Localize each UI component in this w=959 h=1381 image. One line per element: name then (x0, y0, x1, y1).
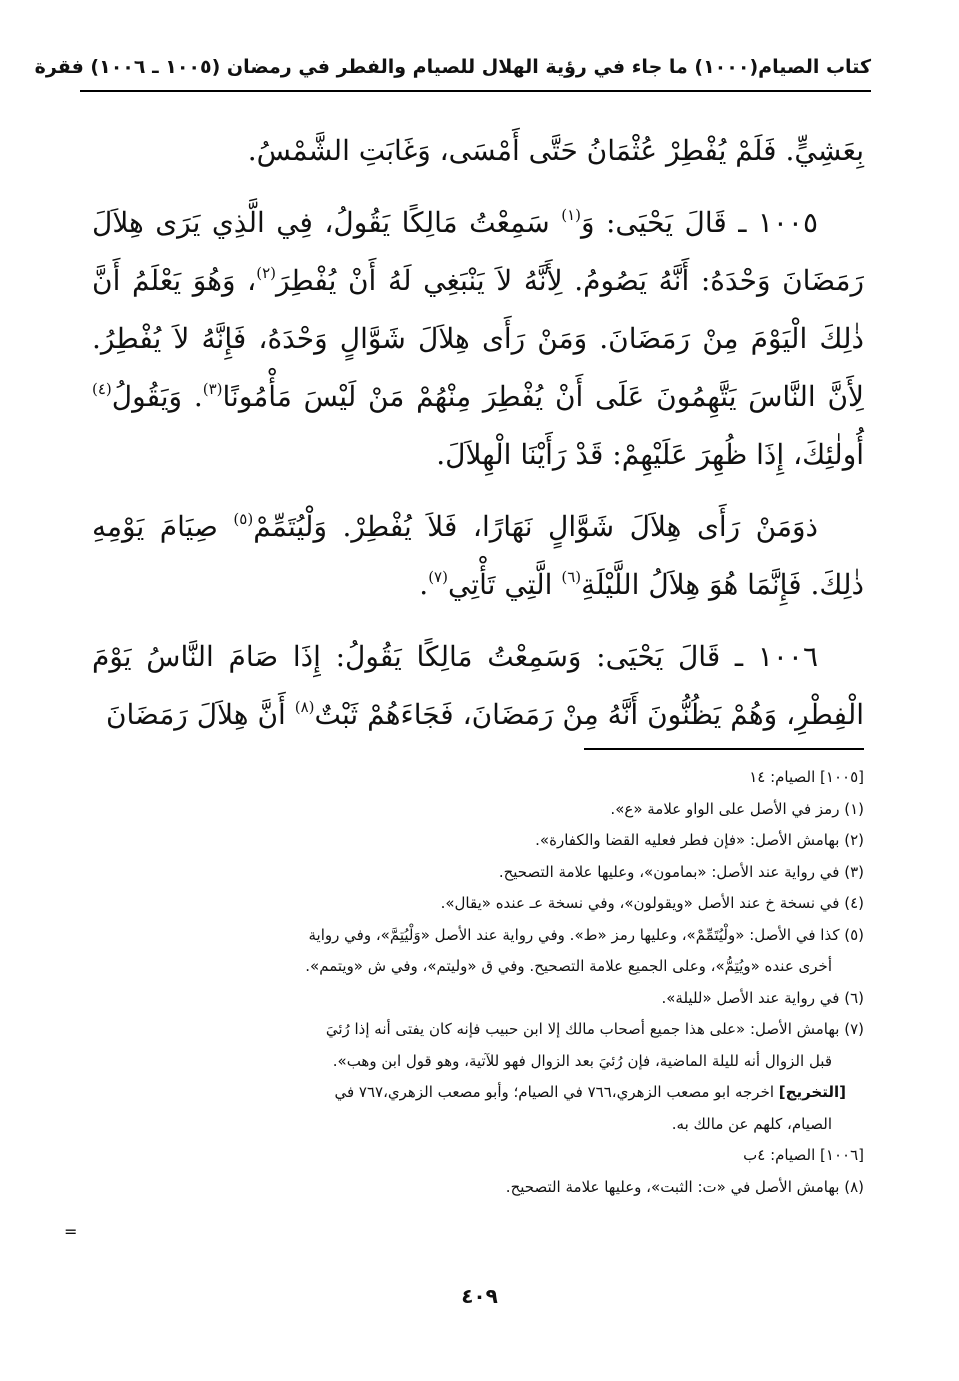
footnote-2: (٢) بهامش الأصل: «فإن فطر فعليه القضا والكفارة». (535, 831, 864, 849)
footnote-1: (١) رمز في الأصل على الواو علامة «ع». (610, 799, 864, 818)
text-run: ذوَمَنْ رَأَى هِلاَلَ شَوَّالٍ نَهَارًا، فَلاَ يُفْطِرْ. وَلْيُتَمِّمْ (253, 510, 818, 543)
footnote-7: (٧) بهامش الأصل: «على هذا جميع أصحاب مالك إلا ابن حبيب فإنه كان يفتى أنه إذا رُئيَ (325, 1020, 864, 1038)
text-run: ١٠٠٥ ـ قَالَ يَحْيَى: وَ (581, 206, 818, 239)
main-text (92, 122, 864, 758)
text-run: أُولٰئِكَ، إِذَا ظُهِرَ عَلَيْهِمْ: قَدْ رَأَيْنَا الْهِلاَلَ. (436, 438, 864, 471)
page-number: ٤٠٩ (461, 1284, 498, 1308)
paragraph-shawwal (92, 498, 864, 614)
chapter-title: (١٠٠٠) ما جاء في رؤية الهلال للصيام والفطر في رمضان (١٠٠٥ ـ ١٠٠٦) فقرة (34, 56, 759, 78)
footnote-marker: (٨) (294, 698, 315, 716)
footnote-7-continued: قبل الزوال أنه لليلة الماضية، فإن رُئيَ بعد الزوال فهو للآتية، وهو قول ابن وهب». (332, 1051, 832, 1070)
footnote-marker: (٤) (92, 380, 112, 398)
footnote-marker: (١) (561, 206, 581, 224)
takhrij-label: [التخريج] (778, 1083, 846, 1101)
text-run: سَمِعْتُ مَالِكًا يَقُولُ، فِي الَّذِي يَرَى هِلاَلَ رَمَضَانَ وَحْدَهُ: أَنَّهُ يَصُومُ. لِأَنَّهُ لاَ يَنْبَغِي لَهُ أَنْ يُفْطِرَ (92, 206, 864, 297)
reference-1005: [١٠٠٥] الصيام: ١٤ (749, 768, 864, 786)
text-run: . وَيَقُولُ (111, 380, 203, 413)
paragraph-1006 (92, 628, 864, 744)
takhrij (85, 1077, 864, 1109)
footnote-marker: (٧) (428, 568, 448, 586)
footnote-5-continued: أخرى عنده «ويُتِمُّ»، وعلى الجميع علامة التصحيح. وفي ق «وليتم»، وفي ش «ويتمم». (305, 957, 832, 975)
text-run: الَّتِي تَأْتِي (447, 568, 562, 601)
text-run: صِيَامَ يَوْمِهِ ذٰلِكَ. فَإِنَّمَا هُوَ هِلاَلُ اللَّيْلَةِ (92, 510, 864, 601)
text-run: أَنَّ هِلاَلَ رَمَضَانَ (105, 698, 295, 731)
footnote-3: (٣) في رواية عند الأصل: «بمامون»، وعليها علامة التصحيح. (498, 862, 864, 881)
paragraph-continuation (92, 122, 864, 180)
running-header (34, 44, 871, 92)
paragraph-text: بِعَشِيٍّ. فَلَمْ يُفْطِرْ عُثْمَانُ حَتَّى أَمْسَى، وَغَابَتِ الشَّمْسُ. (247, 134, 864, 167)
paragraph-1005 (92, 194, 864, 484)
footnote-marker: (٦) (561, 568, 582, 586)
footnote-8: (٨) بهامش الأصل في «ت: الثبت»، وعليها علامة التصحيح. (505, 1177, 864, 1196)
side-mark: = (64, 1222, 78, 1241)
text-run: . (419, 568, 429, 601)
text-run: ١٠٠٦ ـ قَالَ يَحْيَى: وَسَمِعْتُ مَالِكًا يَقُولُ: إِذَا صَامَ النَّاسُ يَوْمَ الْفِطْرِ، وَهُمْ يَظُنُّونَ أَنَّهُ مِنْ رَمَضَانَ، فَجَاءَهُمْ ثَبْتٌ (92, 640, 864, 731)
takhrij-text: اخرجه ابو مصعب الزهري،٧٦٦ في الصيام؛ وأبو مصعب الزهري،٧٦٧ في (334, 1083, 779, 1101)
text-run: ، وَهُوَ يَعْلَمُ أَنَّ ذٰلِكَ الْيَوْمَ مِنْ رَمَضَانَ. وَمَنْ رَأَى هِلاَلَ شَوَّالٍ وَحْدَهُ، فَإِنَّهُ لاَ يُفْطِرُ. لِأَنَّ النَّاسَ يَتَّهِمُونَ عَلَى أَنْ يُفْطِرَ مِنْهُمْ مَنْ لَيْسَ مَأْمُونًا (92, 264, 865, 413)
footnote-separator (584, 748, 864, 750)
takhrij-continued: الصيام، كلهم عن مالك به. (671, 1114, 832, 1133)
footnote-marker: (٥) (233, 510, 254, 528)
footnote-marker: (٣) (202, 380, 223, 398)
footnote-6: (٦) في رواية عند الأصل «لليلة». (661, 988, 864, 1007)
footnotes (85, 762, 864, 1203)
footnote-marker: (٢) (256, 264, 276, 282)
reference-1006: [١٠٠٦] الصيام: ٤ب (743, 1146, 864, 1164)
footnote-5: (٥) كذا في الأصل: «ولْيُتَمِّمْ»، وعليها رمز «ط». وفي رواية عند الأصل «وَلْيُتِمَّ»، وفي رواية (308, 925, 864, 944)
book-title: كتاب الصيام (758, 56, 871, 78)
footnote-4: (٤) في نسخة خ عند الأصل «ويقولون»، وفي نسخة عـ عنده «يقال». (440, 894, 864, 912)
